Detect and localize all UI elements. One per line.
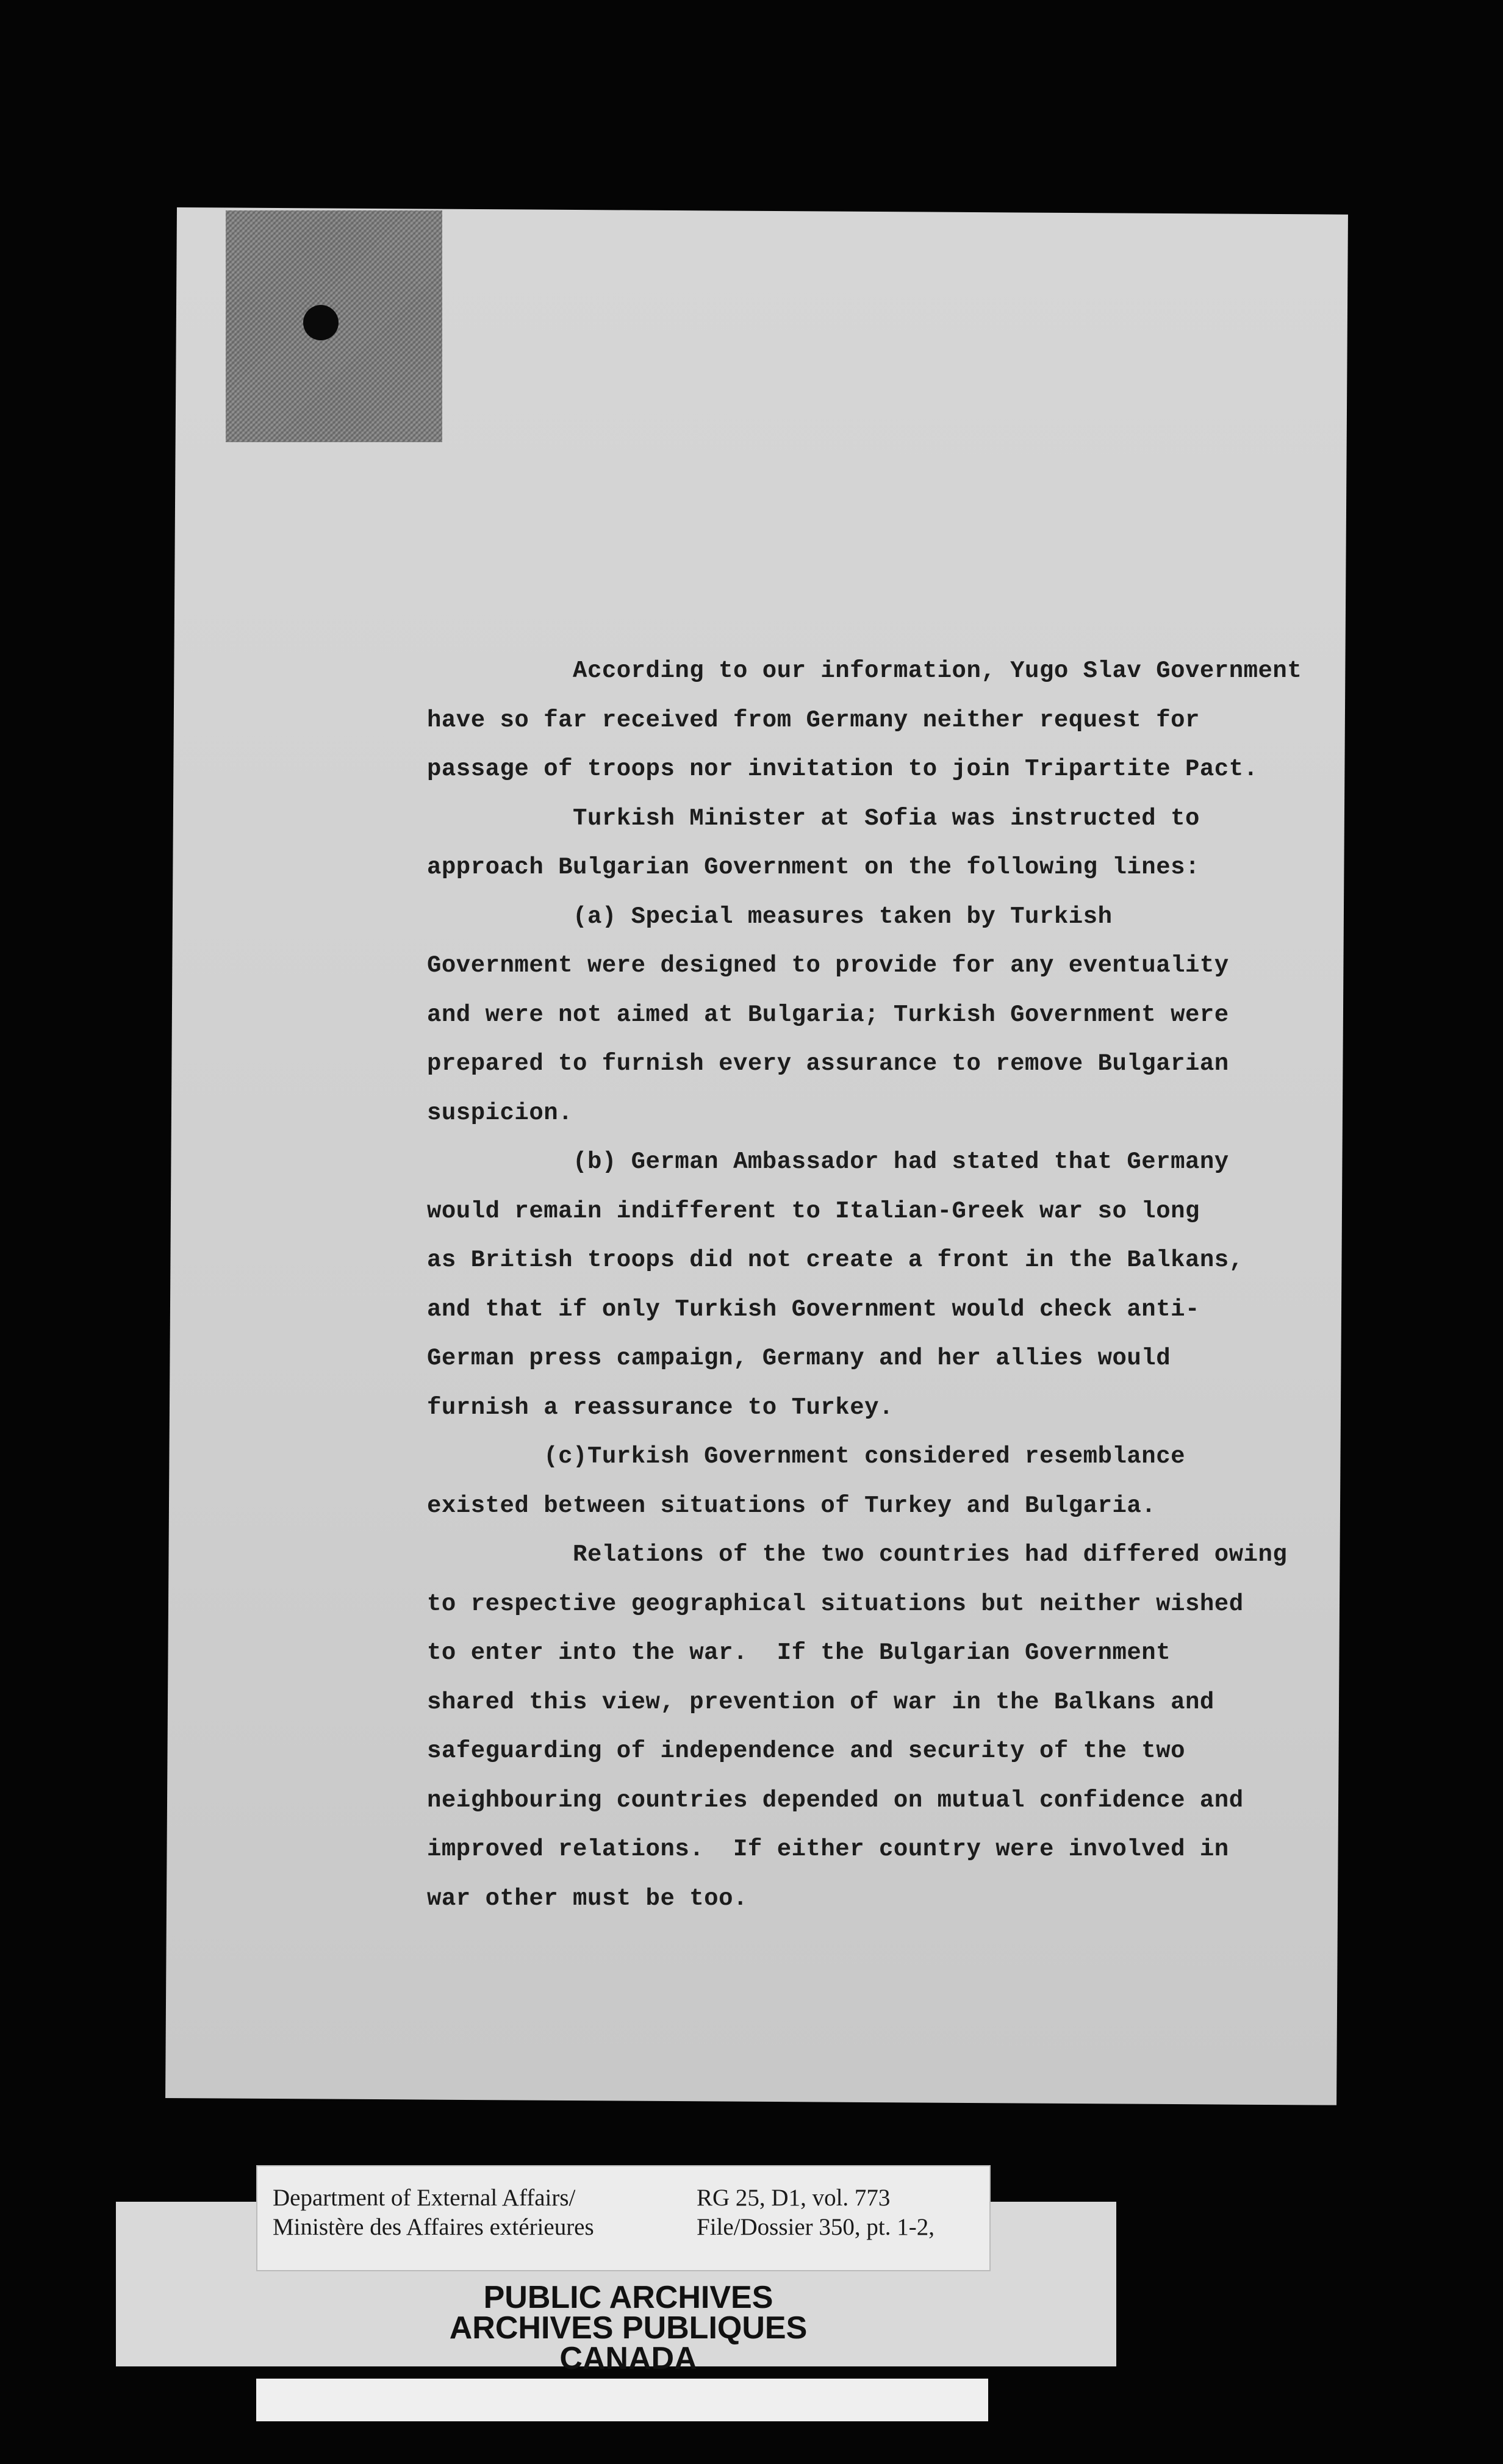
archive-reference-card (256, 2165, 991, 2271)
text-line: furnish a reassurance to Turkey. (427, 1394, 894, 1421)
text-line: would remain indifferent to Italian-Greek war so long (427, 1197, 1200, 1225)
text-line: prepared to furnish every assurance to remove Bulgarian (427, 1050, 1229, 1077)
text-line: passage of troops nor invitation to join Tripartite Pact. (427, 756, 1258, 783)
archives-stamp (366, 2282, 891, 2374)
text-line: war other must be too. (427, 1885, 748, 1912)
department-name-fr: Ministère des Affaires extérieures (273, 2214, 594, 2240)
text-line: have so far received from Germany neither request for (427, 706, 1200, 734)
text-line: suspicion. (427, 1099, 573, 1126)
text-line: existed between situations of Turkey and Bulgaria. (427, 1492, 1157, 1519)
text-line: to enter into the war. If the Bulgarian Government (427, 1639, 1171, 1666)
text-line: (a) Special measures taken by Turkish (427, 903, 1113, 930)
text-line: shared this view, prevention of war in the Balkans and (427, 1688, 1214, 1716)
text-line: approach Bulgarian Government on the following lines: (427, 854, 1200, 881)
text-line: According to our information, Yugo Slav Government (427, 657, 1302, 684)
footer-strip (256, 2379, 988, 2421)
text-line: safeguarding of independence and security of the two (427, 1738, 1185, 1764)
document-body (427, 646, 1342, 1923)
text-line: German press campaign, Germany and her allies would (427, 1345, 1171, 1372)
text-line: (b) German Ambassador had stated that Germany (427, 1148, 1229, 1175)
department-name-en: Department of External Affairs/ (273, 2185, 576, 2211)
text-line: to respective geographical situations but neither wished (427, 1590, 1244, 1617)
stamp-line-country: CANADA (559, 2341, 697, 2376)
text-line: and were not aimed at Bulgaria; Turkish Government were (427, 1001, 1229, 1028)
text-line: (c)Turkish Government considered resemblance (427, 1443, 1185, 1470)
text-line: Relations of the two countries had differed owing (427, 1541, 1288, 1568)
punch-hole (303, 305, 339, 340)
record-group: RG 25, D1, vol. 773 (697, 2185, 891, 2211)
text-line: neighbouring countries depended on mutual confidence and (427, 1786, 1244, 1814)
stamp-line-en: PUBLIC ARCHIVES (483, 2280, 773, 2315)
department-label (273, 2183, 594, 2242)
text-line: Turkish Minister at Sofia was instructed to (427, 804, 1200, 832)
text-line: Government were designed to provide for any eventuality (427, 952, 1229, 979)
text-line: and that if only Turkish Government would check anti- (427, 1295, 1200, 1323)
text-line: improved relations. If either country were involved in (427, 1836, 1229, 1863)
file-reference (697, 2183, 934, 2242)
text-line: as British troops did not create a front in the Balkans, (427, 1247, 1244, 1273)
stamp-line-fr: ARCHIVES PUBLIQUES (449, 2310, 808, 2346)
file-number: File/Dossier 350, pt. 1-2, (697, 2214, 934, 2240)
